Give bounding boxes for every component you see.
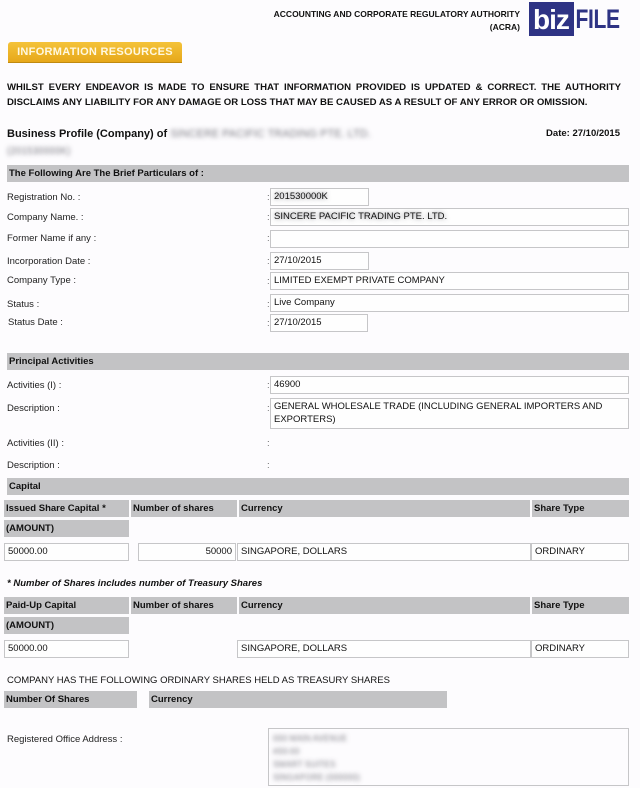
colon: : [267,299,270,310]
header-currency-treasury: Currency [149,691,447,708]
cell-paidup-currency: SINGAPORE, DOLLARS [237,640,531,658]
field-status: Live Company [270,294,629,312]
label-company-name: Company Name. : [7,212,84,223]
colon: : [267,192,270,203]
header-amount: (AMOUNT) [4,520,129,537]
cell-paidup-share-type: ORDINARY [531,640,629,658]
field-incorporation-date: 27/10/2015 [270,252,369,270]
colon: : [267,276,270,287]
header-number-of-shares-treasury: Number Of Shares [4,691,137,708]
address-line: SINGAPORE (000000) [273,772,360,782]
field-former-name [270,230,629,248]
address-line: 000 MAIN AVENUE [273,733,348,743]
header-currency: Currency [239,597,530,614]
header-number-of-shares: Number of shares [131,597,237,614]
date-label: Date: [546,128,570,139]
field-company-type: LIMITED EXEMPT PRIVATE COMPANY [270,272,629,290]
label-status-date: Status Date : [8,317,63,328]
date-value: 27/10/2015 [572,128,620,139]
colon: : [267,380,270,391]
label-activities-2: Activities (II) : [7,438,65,449]
colon: : [267,256,270,267]
authority-name: ACCOUNTING AND CORPORATE REGULATORY AUTHORITY [273,9,520,19]
label-company-type: Company Type : [7,275,77,286]
cell-paidup-amount: 50000.00 [4,640,129,658]
logo-file: FILE [575,4,620,34]
label-activities-1: Activities (I) : [7,380,62,391]
colon: : [267,438,270,449]
section-capital: Capital [7,478,629,495]
bizfile-logo [529,2,632,36]
profile-title-prefix: Business Profile (Company) of [7,128,168,140]
section-brief-particulars: The Following Are The Brief Particulars of : [7,165,629,182]
field-registration-no: 201530000K [270,188,369,206]
label-description-1: Description : [7,403,60,414]
treasury-shares-footnote: * Number of Shares includes number of Treasury Shares [7,578,263,589]
authority-title [274,8,520,34]
address-line: SMART SUITES [273,759,336,769]
information-resources-banner[interactable]: INFORMATION RESOURCES [8,42,182,62]
header-paid-up-capital: Paid-Up Capital [4,597,129,614]
header-share-type: Share Type [532,500,629,517]
label-incorporation-date: Incorporation Date : [7,256,91,267]
colon: : [267,318,270,329]
header-currency: Currency [239,500,530,517]
field-company-name: SINCERE PACIFIC TRADING PTE. LTD. [270,208,629,226]
cell-issued-share-type: ORDINARY [531,543,629,561]
colon: : [267,403,270,414]
header-number-of-shares: Number of shares [131,500,237,517]
field-status-date: 27/10/2015 [270,314,368,332]
colon: : [267,233,270,244]
cell-issued-amount: 50000.00 [4,543,129,561]
label-registered-office-address: Registered Office Address : [7,734,123,745]
registration-redacted: (201530000K) [7,146,71,157]
profile-date [546,128,620,139]
profile-title [7,128,371,140]
field-activities-1: 46900 [270,376,629,394]
treasury-shares-note: COMPANY HAS THE FOLLOWING ORDINARY SHARES HELD AS TREASURY SHARES [7,675,390,686]
header-issued-share-capital: Issued Share Capital * [4,500,129,517]
company-name-redacted: SINCERE PACIFIC TRADING PTE. LTD. [170,128,371,140]
colon: : [267,212,270,223]
header-share-type: Share Type [532,597,629,614]
logo-biz: biz [529,2,574,36]
section-principal-activities: Principal Activities [7,353,629,370]
header-amount: (AMOUNT) [4,617,129,634]
field-description-1: GENERAL WHOLESALE TRADE (INCLUDING GENERAL IMPORTERS AND EXPORTERS) [270,398,629,429]
field-registered-office-address [268,728,629,786]
authority-acronym: (ACRA) [489,22,520,32]
label-registration-no: Registration No. : [7,192,81,203]
label-description-2: Description : [7,460,60,471]
cell-issued-currency: SINGAPORE, DOLLARS [237,543,531,561]
label-former-name: Former Name if any : [7,233,97,244]
cell-issued-shares: 50000 [138,543,236,561]
label-status: Status : [7,299,40,310]
colon: : [267,460,270,471]
address-line: #00-00 [273,746,300,756]
disclaimer-text: WHILST EVERY ENDEAVOR IS MADE TO ENSURE THAT INFORMATION PROVIDED IS UPDATED & CORRECT. THE AUTHORITY DISCLAIMS ANY LIABILITY FOR ANY DAMAGE OR LOSS THAT MAY BE CAUSED AS A RESULT OF ANY ERROR OR OMISSION. [7,82,621,108]
